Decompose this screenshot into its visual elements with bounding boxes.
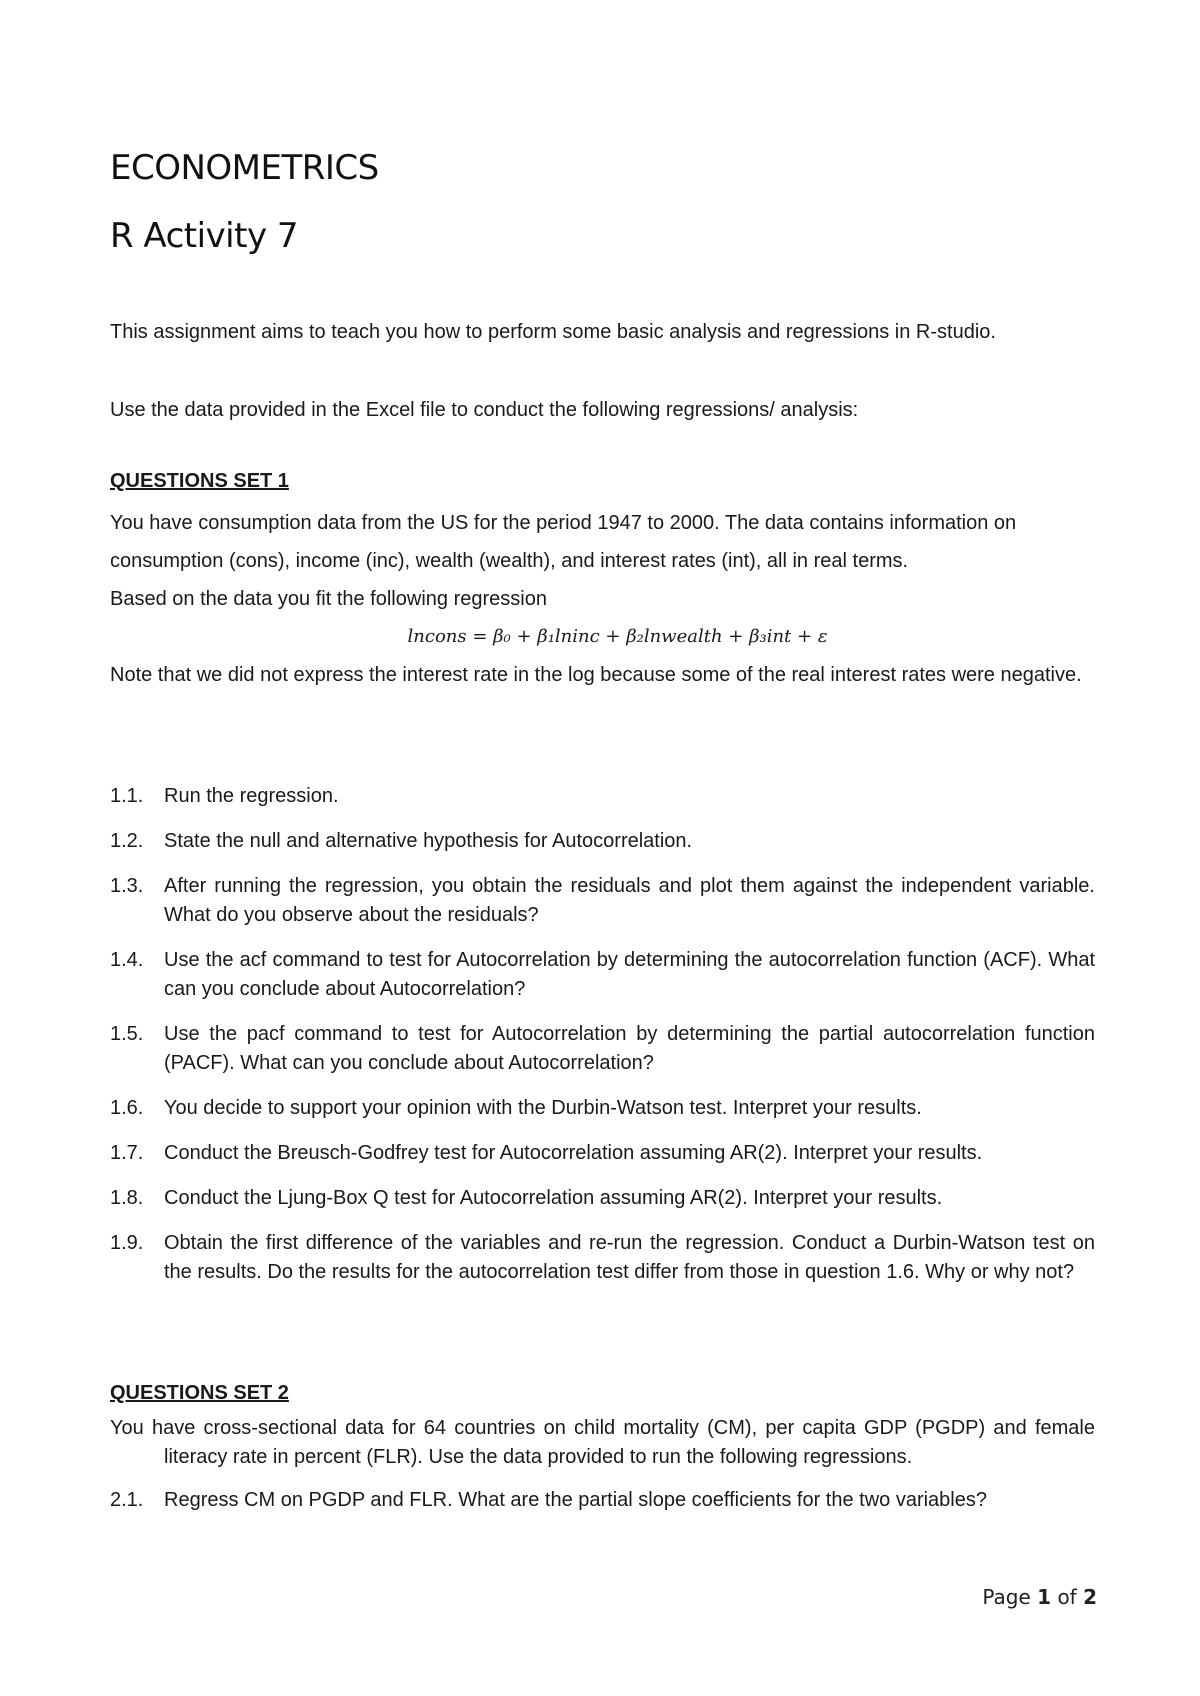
question-number: 1.9. [110,1232,144,1254]
question-text: After running the regression, you obtain the residuals and plot them against the independent variable. What do you observe about the residuals? [164,875,1095,926]
question-item [110,1486,1095,1515]
question-text: Conduct the Breusch-Godfrey test for Autocorrelation assuming AR(2). Interpret your results. [164,1142,983,1164]
question-text: Use the acf command to test for Autocorrelation by determining the autocorrelation function (ACF). What can you conclude about Autocorrelation? [164,949,1095,1000]
question-item [110,1094,1095,1123]
question-item [110,1020,1095,1078]
course-title: ECONOMETRICS [110,148,379,188]
question-number: 1.5. [110,1023,144,1045]
question-item [110,1184,1095,1213]
question-text: Obtain the first difference of the variables and re-run the regression. Conduct a Durbin-Watson test on the results. Do the results for the autocorrelation test differ from those in question 1.6. Why or why not? [164,1232,1095,1283]
question-text: Run the regression. [164,785,339,807]
intro-aim: This assignment aims to teach you how to perform some basic analysis and regressions in R-studio. [110,321,996,343]
question-number: 1.8. [110,1187,144,1209]
set2-heading: QUESTIONS SET 2 [110,1382,289,1404]
question-text: You decide to support your opinion with the Durbin-Watson test. Interpret your results. [164,1097,922,1119]
question-number: 1.6. [110,1097,144,1119]
page-current: 1 [1037,1585,1052,1609]
question-number: 1.3. [110,875,144,897]
question-item [110,946,1095,1004]
question-text: State the null and alternative hypothesis for Autocorrelation. [164,830,693,852]
question-text: Conduct the Ljung-Box Q test for Autocorrelation assuming AR(2). Interpret your results. [164,1187,943,1209]
set1-fit-line: Based on the data you fit the following regression [110,588,547,610]
set1-description: You have consumption data from the US for the period 1947 to 2000. The data contains information on consumption (cons), income (inc), wealth (wealth), and interest rates (int), all in real terms. [110,512,1017,572]
question-number: 1.1. [110,785,144,807]
question-item [110,782,1095,811]
intro-instruction: Use the data provided in the Excel file to conduct the following regressions/ analysis: [110,399,859,421]
question-number: 1.4. [110,949,144,971]
set1-note: Note that we did not express the interest rate in the log because some of the real interest rates were negative. [110,664,1082,686]
question-text: Use the pacf command to test for Autocorrelation by determining the partial autocorrelation function (PACF). What can you conclude about Autocorrelation? [164,1023,1095,1074]
set1-description-block [110,504,1095,694]
set1-question-list [110,782,1095,1303]
page-word: Page [982,1585,1031,1609]
page-total: 2 [1083,1585,1097,1609]
set2-description: You have cross-sectional data for 64 countries on child mortality (CM), per capita GDP (PGDP) and female literacy rate in percent (FLR). Use the data provided to run the following regressions. [110,1417,1095,1468]
question-item [110,872,1095,930]
question-item [110,1139,1095,1168]
page-footer [982,1585,1097,1609]
question-number: 1.7. [110,1142,144,1164]
activity-title: R Activity 7 [110,216,299,256]
question-text: Regress CM on PGDP and FLR. What are the partial slope coefficients for the two variables? [164,1489,987,1511]
question-number: 1.2. [110,830,144,852]
question-item [110,1229,1095,1287]
question-item [110,827,1095,856]
set1-heading: QUESTIONS SET 1 [110,470,289,492]
regression-equation: lncons = β₀ + β₁lninc + β₂lnwealth + β₃int + ε [407,626,828,647]
set2-block [110,1414,1095,1531]
set2-question-list [110,1486,1095,1515]
question-number: 2.1. [110,1489,144,1511]
page-of: of [1057,1585,1077,1609]
